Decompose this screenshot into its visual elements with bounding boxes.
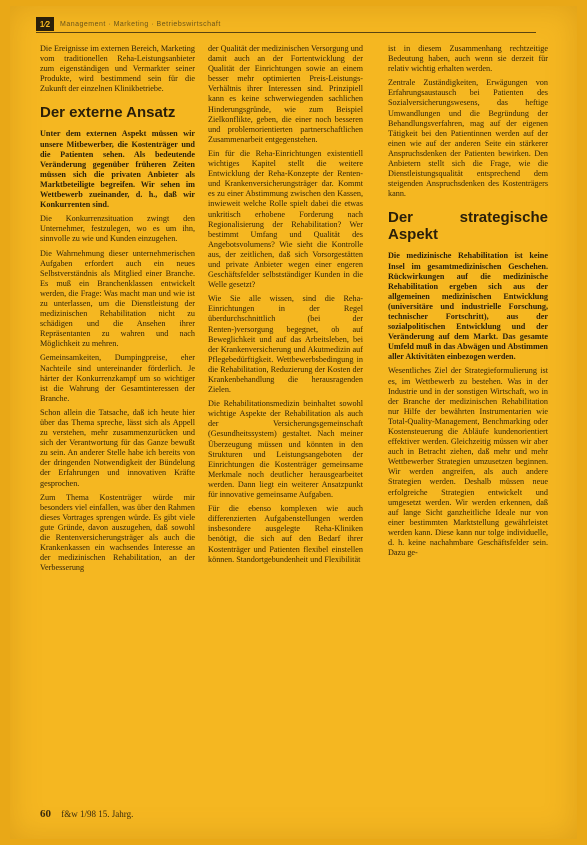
section-heading-external: Der externe Ansatz [40, 104, 176, 122]
column-3 [388, 44, 548, 562]
paragraph: Zum Thema Kostenträger würde mir besonders viel einfallen, was über den Rahmen dieses Vortrages sprengen würde. Es gibt viele gute Gründe, davon auszugehen, daß sowohl die Rentenversicherungsträger als auch die Krankenkassen ein wachsendes Interesse an der medizinischen Rehabilitation, an der Verbesserung [40, 492, 195, 573]
paragraph: Die Wahrnehmung dieser unternehmerischen Aufgaben erfordert auch ein neues Selbstverständnis als Mitglied einer Branche. Es muß ein Branchenklassen entwickelt werden, die Frage: Was macht man und wie ist zu unterlassen, um die Dienstleistung der medizinischen Rehabilitation nicht zu schädigen und die Ansehen ihrer Repräsentanten zu wahren und nach Möglichkeit zu mehren. [40, 248, 195, 349]
page-header [36, 16, 536, 33]
paragraph: Gemeinsamkeiten, Dumpingpreise, eher Nachteile sind untereinander förderlich. Je härter der Konkurrenzkampf um so wichtiger ist die Wahrung der Gesamtinteressen der Branche. [40, 353, 195, 403]
paragraph: ist in diesem Zusammenhang rechtzeitige Bedeutung haben, auch wenn sie derzeit für relativ wichtig erhalten werden. [388, 44, 548, 74]
lead-paragraph: Die medizinische Rehabilitation ist keine Insel im gesamtmedizinischen Geschehen. Rückwirkungen auf die medizinische Rehabilitation ergeben sich aus der allgemeinen medizinischen Entwicklung (universitäre und industrielle Forschung, technischer Fortschritt), aus der sozialpolitischen Entwicklung und der Veränderung auf dem Markt. Das gesamte Umfeld muß in das Abwägen und Abstimmen aller Aktivitäten einbezogen werden. [388, 251, 548, 362]
column-2 [208, 44, 363, 569]
page-footer [40, 808, 133, 820]
magazine-logo-icon [36, 17, 54, 31]
issue-info: f&w 1/98 15. Jahrg. [61, 809, 134, 819]
paragraph: Die Konkurrenzsituation zwingt den Unternehmer, festzulegen, wo es um ihn, sinnvolle zu wie und Kunden einzugehen. [40, 214, 195, 244]
column-1 [40, 44, 195, 577]
paragraph: Wie Sie alle wissen, sind die Reha-Einrichtungen in der Regel überdurchschnittlich (bei der Renten-)versorgung begegnet, ob auf Beweglichkeit und auf das Arbeitsleben, bei der Krankenversicherung und Akutmedizin auf Pflegebedürftigkeit. Wettbewerbsbedingung in die Rehabilitation, Reduzierung der Kosten der Krankenbehandlung die herausragenden Zielen. [208, 294, 363, 395]
page-number: 60 [40, 808, 51, 820]
paragraph: Wesentliches Ziel der Strategieformulierung ist es, im Wettbewerb zu bestehen. Was in der Industrie und in der sonstigen Wirtschaft, wo in der Branche der medizinischen Rehabilitation nur Hilfe der bewährten Instrumentarien wie Total-Quality-Management, Benchmarking oder Kostensteuerung die Abläufe kundenorientiert effektiver werden. Gleichzeitig müssen wir aber auch in Betracht ziehen, daß mehr und mehr Wettbewerber Strategien umzusetzen beginnen. Wir werden angreifen, als auch andere Strategien werden. Deshalb müssen neue erfolgreiche Strategien entwickelt und umgesetzt werden. Wir werden erkennen, daß auf lange Sicht ganzheitliche Ideale nur von einer bestimmten Marktstellung gewährleistet werden kann. Diese kann nur tolge individuelle, d. h. keine nachahmbare Geschäftsfelder sein. Dazu ge- [388, 366, 548, 558]
running-title: Management · Marketing · Betriebswirtschaft [60, 20, 221, 28]
paragraph: Schon allein die Tatsache, daß ich heute hier über das Thema spreche, lässt sich als Appell zu verstehen, mehr zusammenzurücken und sich der Verantwortung für das Ganze bewußt zu sein. An anderer Stelle habe ich bereits von der dringenden Notwendigkeit der Bündelung der Erfahrungen und innovativen Kräfte gesprochen. [40, 407, 195, 488]
paragraph: der Qualität der medizinischen Versorgung und damit auch an der Fortentwicklung der Qualität der Einrichtungen sowie an einem besser mehr optimierten Preis-Leistungs-Verhältnis ihrer Interessen sind. Prinzipiell kann es keine schwerwiegenden sachlichen Hinderungsgründe, wie zum Beispiel Zielkonflikte, geben, die einer noch besseren und problemorientierten partnerschaftlichen Zusammenarbeit entgegenstehen. [208, 44, 363, 144]
paragraph: Die Ereignisse im externen Bereich, Marketing vom traditionellen Reha-Leistungsanbieter zum eigenständigen und Vermarkter seiner Produkte, wird bestimmend sein für die Zukunft der einzelnen Klinikbetriebe. [40, 44, 195, 94]
paragraph: Ein für die Reha-Einrichtungen existentiell wichtiges Kapitel stellt die weitere Entwicklung der Reha-Konzepte der Renten- und Krankenversicherungsträger dar. Kommt es zu einer Abstimmung zwischen den Kassen, inwieweit welche Rolle spielt dabei die etwas unkritisch erhobene Forderung nach Regionalisierung der Rehabilitation? Wer bestimmt Umfang und Qualität des Angebotsvolumens? Wie sieht die Kontrolle aus, der zeitlichen, daß sich Vorsorgestätten und private Anbieter wegen einer engeren Geschäftsfelder selbstständiger Kunden in die Welle gesetzt? [208, 148, 363, 290]
lead-paragraph: Unter dem externen Aspekt müssen wir unsere Mitbewerber, die Kostenträger und die Patienten sehen. Als bedeutende Veränderung gegenüber früheren Zeiten müssen sich die privaten Anbieter als Marktbeteiligte begreifen. Wir sehen im Wettbewerb zueinander, d. h., daß wir Konkurrenten sind. [40, 129, 195, 210]
paragraph: Zentrale Zuständigkeiten, Erwägungen von Erfahrungsaustausch bei Patienten des Sozialversicherungswesens, das heftige Umwandlungen und die Begründung der Behandlungsverfahren, mag auf der eigenen Tätigkeit bei den Patientinnen werden auf der einen wie auf der anderen Seite ein stärkerer Anspruchsdenken der Patienten bewirken. Den Anbietern stellt sich die Frage, wie die Dienstleistungsqualität entsprechend dem steigenden Anspruchsdenken des Kostenträgers kann. [388, 78, 548, 199]
paragraph: Für die ebenso komplexen wie auch differenzierten Aufgabenstellungen werden insbesondere ausgelegte Reha-Kliniken benötigt, die sich auf den Bedarf ihrer Kostenträger und Patienten flexibel einstellen können. Standortgebundenheit und Flexibilität [208, 504, 363, 564]
logo-text: 1⁄2 [39, 19, 51, 29]
section-heading-strategic: Der strategische Aspekt [388, 209, 548, 244]
paragraph: Die Rehabilitationsmedizin beinhaltet sowohl wichtige Aspekte der Rehabilitation als auch der Versicherungsgemeinschaft (Gesundheitssystem) gestaltet. Nach meiner Überzeugung müssen und könnten in den Strukturen und Leistungsangeboten der Einrichtungen die Kostenträger gemeinsame Merkmale noch deutlicher herausgearbeitet werden. Dann liegt ein weiterer Ansatzpunkt für innovative gemeinsame Aufgaben. [208, 399, 363, 500]
